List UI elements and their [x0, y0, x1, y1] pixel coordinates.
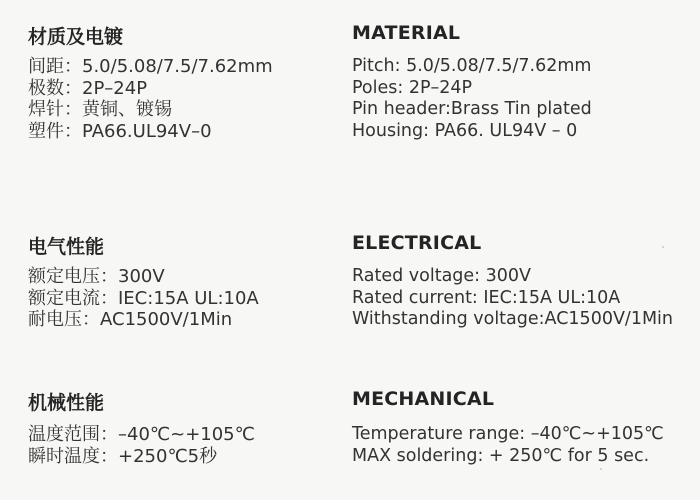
cn-electrical-line: 额定电流：IEC:15A UL:10A — [28, 287, 259, 309]
en-material-section — [352, 22, 592, 141]
cn-electrical-line: 耐电压：AC1500V/1Min — [28, 309, 233, 330]
en-material-line: Pin header:Brass Tin plated — [352, 99, 592, 119]
en-material-line: Housing: PA66. UL94V – 0 — [352, 120, 578, 141]
cn-material-line: 极数：2P–24P — [28, 77, 148, 99]
en-mechanical-title: MECHANICAL — [352, 388, 495, 410]
en-mechanical-section — [352, 388, 664, 466]
en-material-title: MATERIAL — [352, 22, 461, 44]
en-material-line: Pitch: 5.0/5.08/7.5/7.62mm — [352, 56, 592, 76]
cn-electrical-line: 额定电压：300V — [28, 266, 165, 287]
cn-mechanical-line: 瞬时温度：+250℃5秒 — [28, 445, 218, 467]
cn-electrical-title: 电气性能 — [28, 236, 105, 258]
cn-material-line: 塑件：PA66.UL94V–0 — [28, 120, 212, 142]
paper-speck — [662, 246, 664, 248]
en-electrical-title: ELECTRICAL — [352, 232, 482, 254]
en-electrical-line: Rated current: IEC:15A UL:10A — [352, 287, 621, 308]
en-mechanical-line: Temperature range: –40℃~+105℃ — [352, 424, 664, 444]
cn-mechanical-line: 温度范围：–40℃~+105℃ — [28, 424, 255, 445]
cn-material-line: 间距：5.0/5.08/7.5/7.62mm — [28, 56, 273, 77]
cn-material-section — [28, 22, 273, 142]
cn-material-line: 焊针：黄铜、镀锡 — [28, 99, 172, 120]
en-mechanical-line: MAX soldering: + 250℃ for 5 sec. — [352, 445, 650, 466]
cn-electrical-section — [28, 232, 259, 330]
cn-mechanical-title: 机械性能 — [28, 392, 105, 414]
en-electrical-line: Rated voltage: 300V — [352, 266, 532, 286]
cn-mechanical-section — [28, 388, 255, 467]
cn-material-title: 材质及电镀 — [28, 26, 124, 48]
en-material-line: Poles: 2P–24P — [352, 77, 473, 98]
paper-speck — [600, 468, 602, 470]
en-electrical-section — [352, 232, 674, 329]
en-electrical-line: Withstanding voltage:AC1500V/1Min — [352, 309, 674, 329]
